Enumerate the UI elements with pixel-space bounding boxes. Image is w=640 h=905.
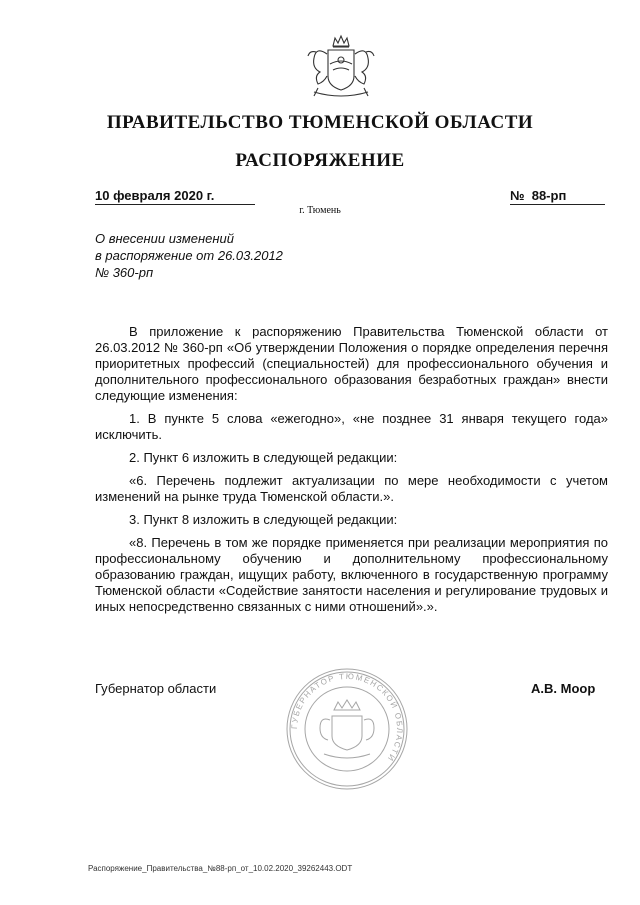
document-date: 10 февраля 2020 г. xyxy=(95,188,255,205)
subject-line: О внесении изменений xyxy=(95,231,234,246)
body-paragraph: 3. Пункт 8 изложить в следующей редакции: xyxy=(129,512,398,527)
seal-text: ГУБЕРНАТОР ТЮМЕНСКОЙ ОБЛАСТИ xyxy=(289,671,405,764)
body-paragraph: «8. Перечень в том же порядке применяется при реализации мероприятия по профессиональному обучению и дополнительному профессиональному образованию граждан, ищущих работу, включенного в государственную программу Тюменской области «Содействие занятости населения и регулирование трудовых и иных непосредственно связанных с ними отношений».». xyxy=(95,535,608,614)
subject-line: № 360-рп xyxy=(95,265,154,280)
body-paragraph: «6. Перечень подлежит актуализации по мере необходимости с учетом изменений на рынке труда Тюменской области.». xyxy=(95,473,608,504)
signer-title: Губернатор области xyxy=(95,681,217,696)
organization-title: ПРАВИТЕЛЬСТВО ТЮМЕНСКОЙ ОБЛАСТИ xyxy=(106,112,534,133)
document-body xyxy=(95,324,608,622)
body-paragraph: 1. В пункте 5 слова «ежегодно», «не позднее 31 января текущего года» исключить. xyxy=(95,411,608,442)
document-subject xyxy=(95,230,283,281)
signer-name: А.В. Моор xyxy=(531,681,596,696)
document-number: № 88-рп xyxy=(510,188,605,205)
tyumen-coat-of-arms-icon xyxy=(300,32,382,104)
body-paragraph: В приложение к распоряжению Правительства Тюменской области от 26.03.2012 № 360-рп «Об утверждении Положения о порядке определения перечня приоритетных профессий (специальностей) для профессионального обучения и дополнительного профессионального образования безработных граждан» внести следующие изменения: xyxy=(95,324,608,403)
official-seal-icon xyxy=(284,666,410,792)
subject-line: в распоряжение от 26.03.2012 xyxy=(95,248,283,263)
footer-filename: Распоряжение_Правительства_№88-рп_от_10.02.2020_39262443.ODT xyxy=(88,864,353,873)
document-city: г. Тюмень xyxy=(299,205,341,216)
document-type-heading: РАСПОРЯЖЕНИЕ xyxy=(235,150,405,171)
body-paragraph: 2. Пункт 6 изложить в следующей редакции: xyxy=(129,450,398,465)
